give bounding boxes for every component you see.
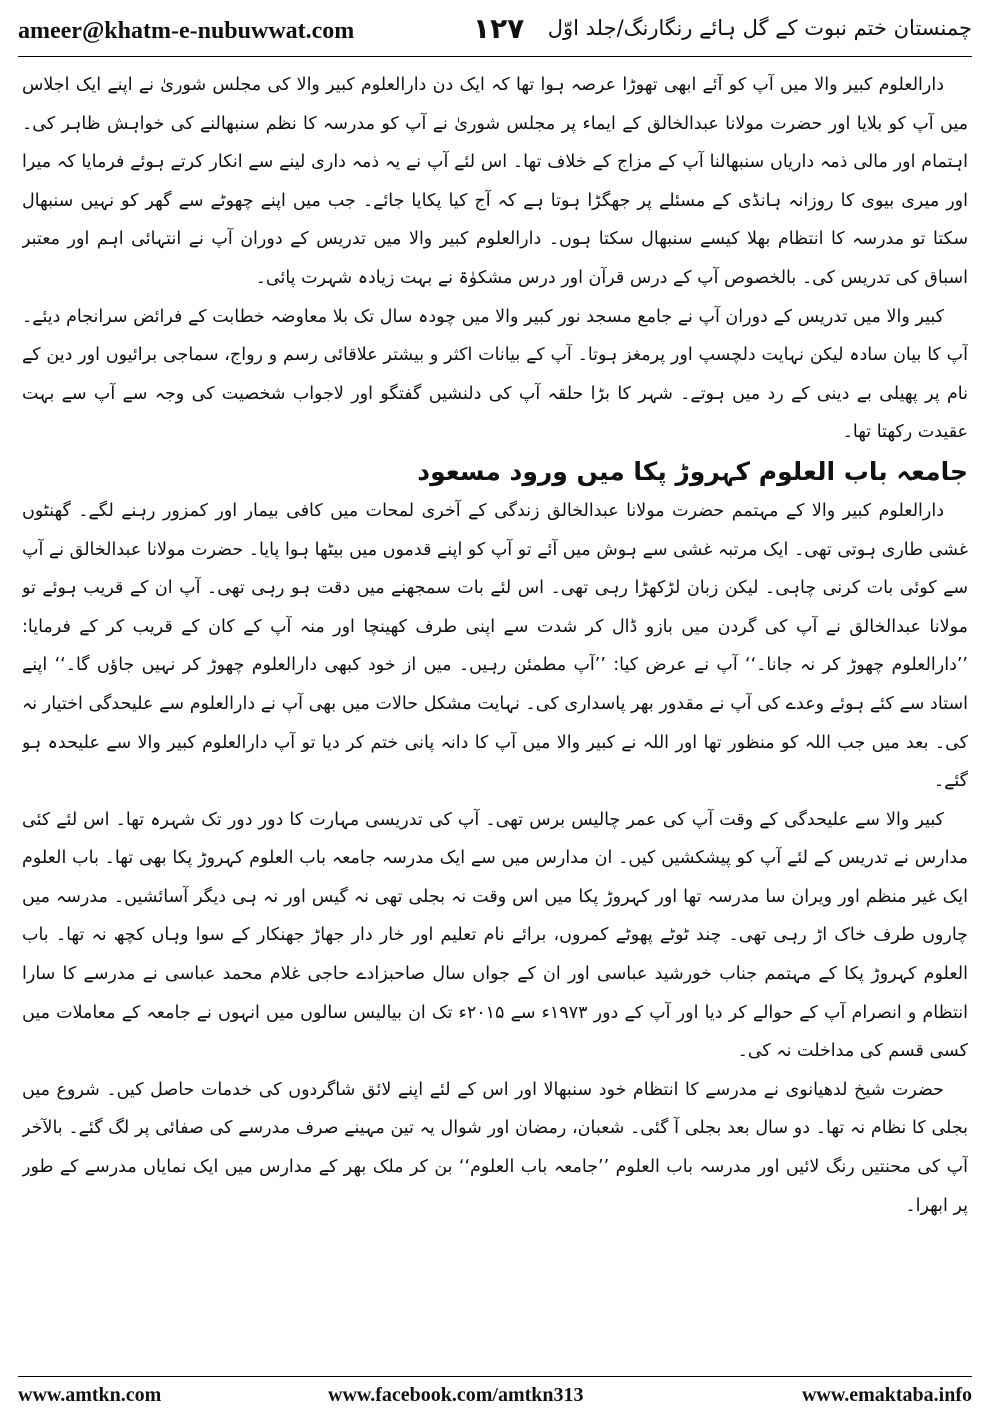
paragraph-4: کبیر والا سے علیحدگی کے وقت آپ کی عمر چالیس برس تھی۔ آپ کی تدریسی مہارت کا دور دور تک شہرہ تھا۔ اس لئے کئی مدارس نے تدریس کے لئے آپ کو پیشکشیں کیں۔ ان مدارس میں سے ایک مدرسہ جامعہ باب العلوم کہروڑ پکا بھی تھا۔ باب العلوم ایک غیر منظم اور ویران سا مدرسہ تھا اور کہروڑ پکا میں اس وقت نہ بجلی تھی نہ گیس اور نہ ہی دیگر آسائشیں۔ مدرسہ میں چاروں طرف خاک اڑ رہی تھی۔ چند ٹوٹے پھوٹے کمروں، برائے نام تعلیم اور خار دار جھاڑ جھنکار کے سوا وہاں کچھ نہ تھا۔ باب العلوم کہروڑ پکا کے مہتمم جناب خورشید عباسی اور ان کے جواں سال صاحبزادے حاجی غلام محمد عباسی نے مدرسے کا سارا انتظام و انصرام آپ کے حوالے کر دیا اور آپ کے دور ۱۹۷۳ء سے ۲۰۱۵ء تک ان بیالیس سالوں میں انہوں نے جامعہ کے معاملات میں کسی قسم کی مداخلت نہ کی۔ (22, 809, 968, 1062)
page-footer (18, 1384, 972, 1414)
footer-divider (18, 1376, 972, 1377)
footer-link-emaktaba[interactable]: www.emaktaba.info (801, 1384, 972, 1406)
paragraph-1: دارالعلوم کبیر والا میں آپ کو آئے ابھی تھوڑا عرصہ ہوا تھا کہ ایک دن دارالعلوم کبیر والا کی مجلس شوریٰ نے اپنے ایک اجلاس میں آپ کو بلایا اور حضرت مولانا عبدالخالق کے ایماء پر مجلس شوریٰ نے آپ کو مدرسہ کا نظم سنبھالنے کی خواہش ظاہر کی۔ اہتمام اور مالی ذمہ داریاں سنبھالنا آپ کے مزاج کے خلاف تھا۔ اس لئے آپ نے یہ ذمہ داری لینے سے انکار کرتے ہوئے فرمایا کہ میرا اور میری بیوی کا روزانہ ہانڈی کے مسئلے پر جھگڑا ہوتا ہے کہ آج کیا پکایا جائے۔ جب میں اپنے چھوٹے سے گھر کو نہیں سنبھال سکتا تو مدرسہ کا انتظام بھلا کیسے سنبھال سکتا ہوں۔ دارالعلوم کبیر والا میں تدریس کے دوران آپ نے انتہائی اہم اور معتبر اسباق کی تدریس کی۔ بالخصوص آپ کے درس قرآن اور درس مشکوٰۃ نے بہت زیادہ شہرت پائی۔ (22, 75, 968, 288)
footer-link-facebook[interactable]: www.facebook.com/amtkn313 (328, 1384, 584, 1406)
book-title: چمنستان ختم نبوت کے گل ہائے رنگارنگ/جلد اوّل (547, 16, 972, 40)
page-number: ۱۲۷ (473, 12, 525, 45)
page-header (18, 8, 972, 52)
header-email: ameer@khatm-e-nubuwwat.com (18, 18, 355, 44)
page-body (22, 66, 968, 1372)
header-divider (18, 56, 972, 57)
section-heading: جامعہ باب العلوم کہروڑ پکا میں ورود مسعود (417, 456, 968, 486)
paragraph-5: حضرت شیخ لدھیانوی نے مدرسے کا انتظام خود سنبھالا اور اس کے لئے اپنے لائق شاگردوں کی خدمات حاصل کیں۔ شروع میں بجلی کا نظام نہ تھا۔ دو سال بعد بجلی آ گئی۔ شعبان، رمضان اور شوال یہ تین مہینے صرف مدرسے کی صفائی پر لگ گئے۔ بالآخر آپ کی محنتیں رنگ لائیں اور مدرسہ باب العلوم ’’جامعہ باب العلوم‘‘ بن کر ملک بھر کے مدارس میں ایک نمایاں مدرسے کے طور پر ابھرا۔ (22, 1079, 968, 1216)
paragraph-3: دارالعلوم کبیر والا کے مہتمم حضرت مولانا عبدالخالق زندگی کے آخری لمحات میں کافی بیمار اور کمزور رہنے لگے۔ گھنٹوں غشی طاری ہوتی تھی۔ ایک مرتبہ غشی سے ہوش میں آئے تو آپ کو اپنے قدموں میں بیٹھا ہوا پایا۔ حضرت مولانا عبدالخالق نے آپ سے کوئی بات کرنی چاہی۔ لیکن زبان لڑکھڑا رہی تھی۔ اس لئے بات سمجھنے میں دقت ہو رہی تھی۔ آپ ان کے قریب ہوئے تو مولانا عبدالخالق نے آپ کی گردن میں بازو ڈال کر شدت سے اپنی طرف کھینچا اور منہ آپ کے کان کے قریب کر کے فرمایا: ’’دارالعلوم چھوڑ کر نہ جانا۔‘‘ آپ نے عرض کیا: ’’آپ مطمئن رہیں۔ میں از خود کبھی دارالعلوم چھوڑ کر نہیں جاؤں گا۔‘‘ اپنے استاد سے کئے ہوئے وعدے کی آپ نے مقدور بھر پاسداری کی۔ نہایت مشکل حالات میں بھی آپ نے دارالعلوم سے علیحدگی اختیار نہ کی۔ بعد میں جب اللہ کو منظور تھا اور اللہ نے کبیر والا میں آپ کا دانہ پانی ختم کر دیا تو آپ دارالعلوم کبیر والا سے علیحدہ ہو گئے۔ (22, 500, 968, 792)
paragraph-2: کبیر والا میں تدریس کے دوران آپ نے جامع مسجد نور کبیر والا میں چودہ سال تک بلا معاوضہ خطابت کے فرائض سرانجام دیئے۔ آپ کا بیان سادہ لیکن نہایت دلچسپ اور پرمغز ہوتا۔ آپ کے بیانات اکثر و بیشتر علاقائی رسم و رواج، سماجی برائیوں اور دین کے نام پر پھیلی بے دینی کے رد میں ہوتے۔ شہر کا بڑا حلقہ آپ کی دلنشیں گفتگو اور لاجواب شخصیت کی وجہ سے آپ سے بہت عقیدت رکھتا تھا۔ (22, 306, 968, 443)
footer-link-amtkn[interactable]: www.amtkn.com (18, 1384, 162, 1406)
